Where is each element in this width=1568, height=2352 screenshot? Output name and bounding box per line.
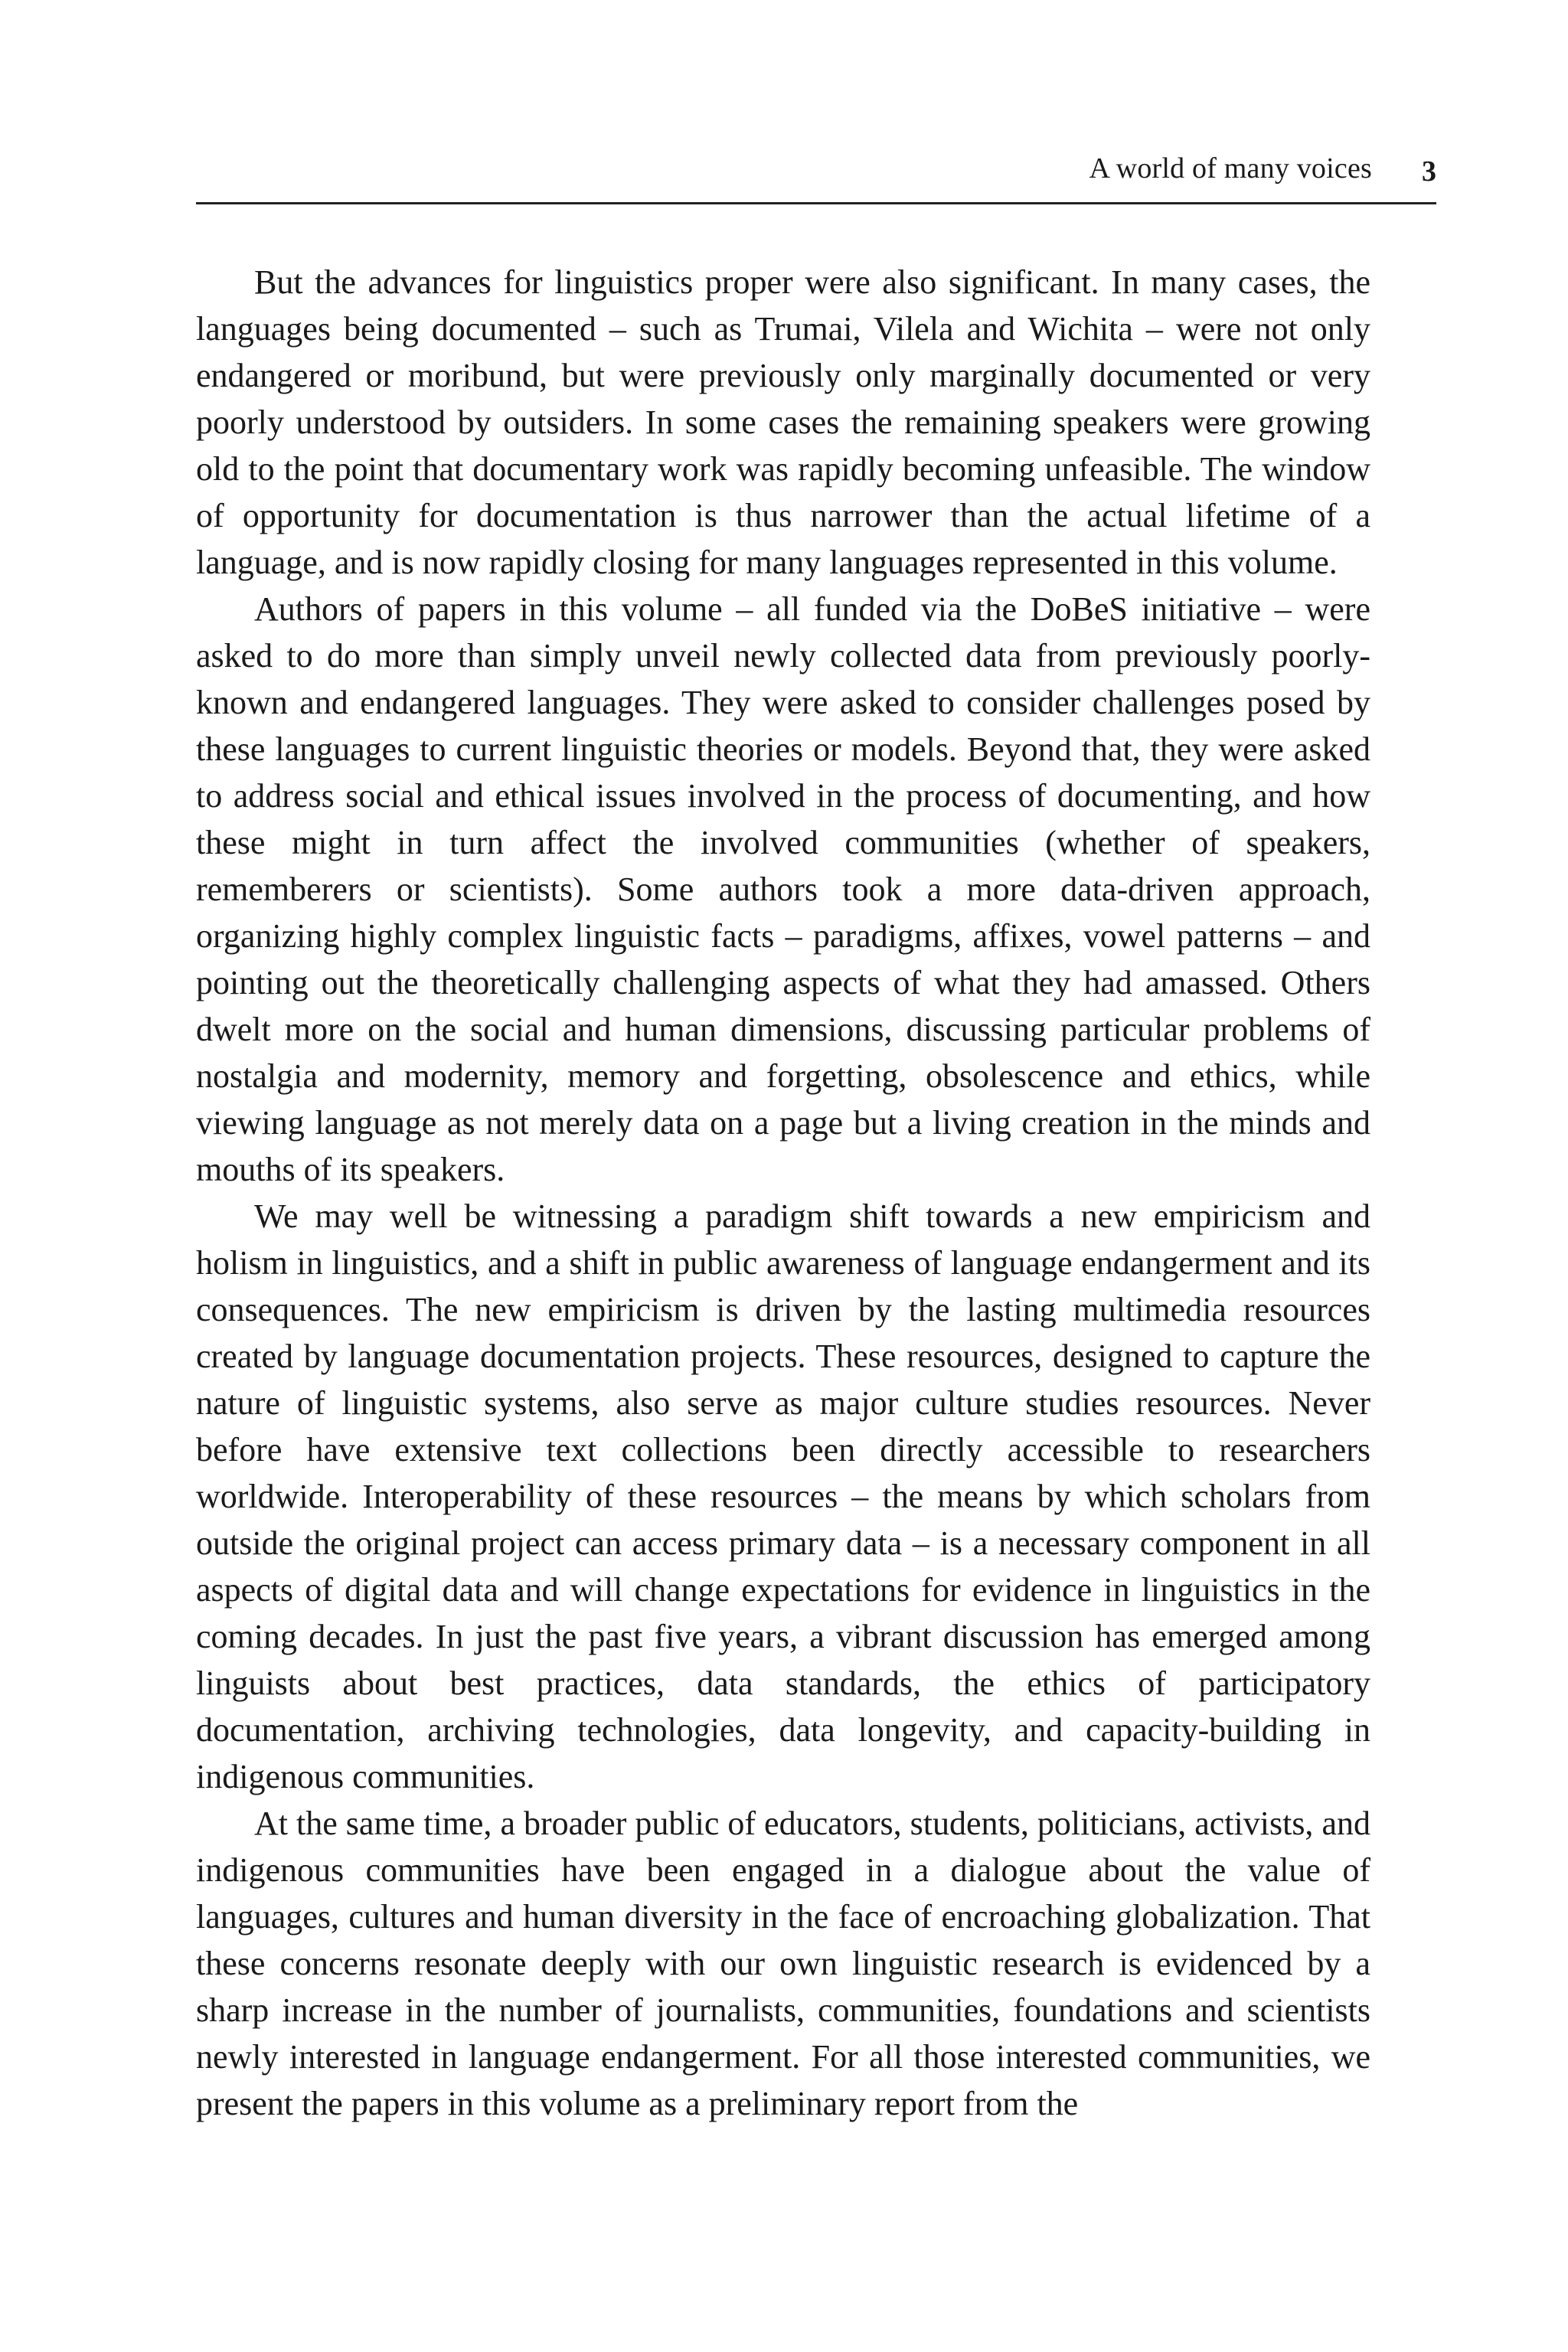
page-number: 3 <box>1422 155 1436 188</box>
running-title: A world of many voices <box>1089 152 1372 185</box>
paragraph: But the advances for linguistics proper were also significant. In many cases, the languages being documented – such as Trumai, Vilela and Wichita – were not only endangered or moribund, but were previously only marginally documented or very poorly understood by outsiders. In some cases the remaining speakers were growing old to the point that documentary work was rapidly becoming unfeasible. The window of opportunity for documentation is thus narrower than the actual lifetime of a language, and is now rapidly closing for many languages represented in this volume. <box>196 263 1370 581</box>
paragraph: Authors of papers in this volume – all funded via the DoBeS initiative – were asked to do more than simply unveil newly collected data from previously poorly-known and endangered languages. They were asked to consider challenges posed by these languages to current linguistic theories or models. Beyond that, they were asked to address social and ethical issues involved in the process of documenting, and how these might in turn affect the involved communities (whether of speakers, rememberers or scientists). Some authors took a more data-driven approach, organizing highly complex linguistic facts – paradigms, affixes, vowel patterns – and pointing out the theoretically challenging aspects of what they had amassed. Others dwelt more on the social and human dimensions, discussing particular problems of nostalgia and modernity, memory and forgetting, obsolescence and ethics, while viewing language as not merely data on a page but a living creation in the minds and mouths of its speakers. <box>196 590 1370 1188</box>
body-text <box>196 259 1370 2127</box>
running-head <box>196 150 1436 204</box>
paragraph: We may well be witnessing a paradigm shift towards a new empiricism and holism in linguistics, and a shift in public awareness of language endangerment and its consequences. The new empiricism is driven by the lasting multimedia resources created by language documentation projects. These resources, designed to capture the nature of linguistic systems, also serve as major culture studies resources. Never before have extensive text collections been directly accessible to researchers worldwide. Interoperability of these resources – the means by which scholars from outside the original project can access primary data – is a necessary component in all aspects of digital data and will change expectations for evidence in linguistics in the coming decades. In just the past five years, a vibrant discussion has emerged among linguists about best practices, data standards, the ethics of participatory documentation, archiving technologies, data longevity, and capacity-building in indigenous communities. <box>196 1197 1370 1795</box>
paragraph: At the same time, a broader public of educators, students, politicians, activists, and indigenous communities have been engaged in a dialogue about the value of languages, cultures and human diversity in the face of encroaching globalization. That these concerns resonate deeply with our own linguistic research is evidenced by a sharp increase in the number of journalists, communities, foundations and scientists newly interested in language endangerment. For all those interested communities, we present the papers in this volume as a preliminary report from the <box>196 1805 1370 2122</box>
